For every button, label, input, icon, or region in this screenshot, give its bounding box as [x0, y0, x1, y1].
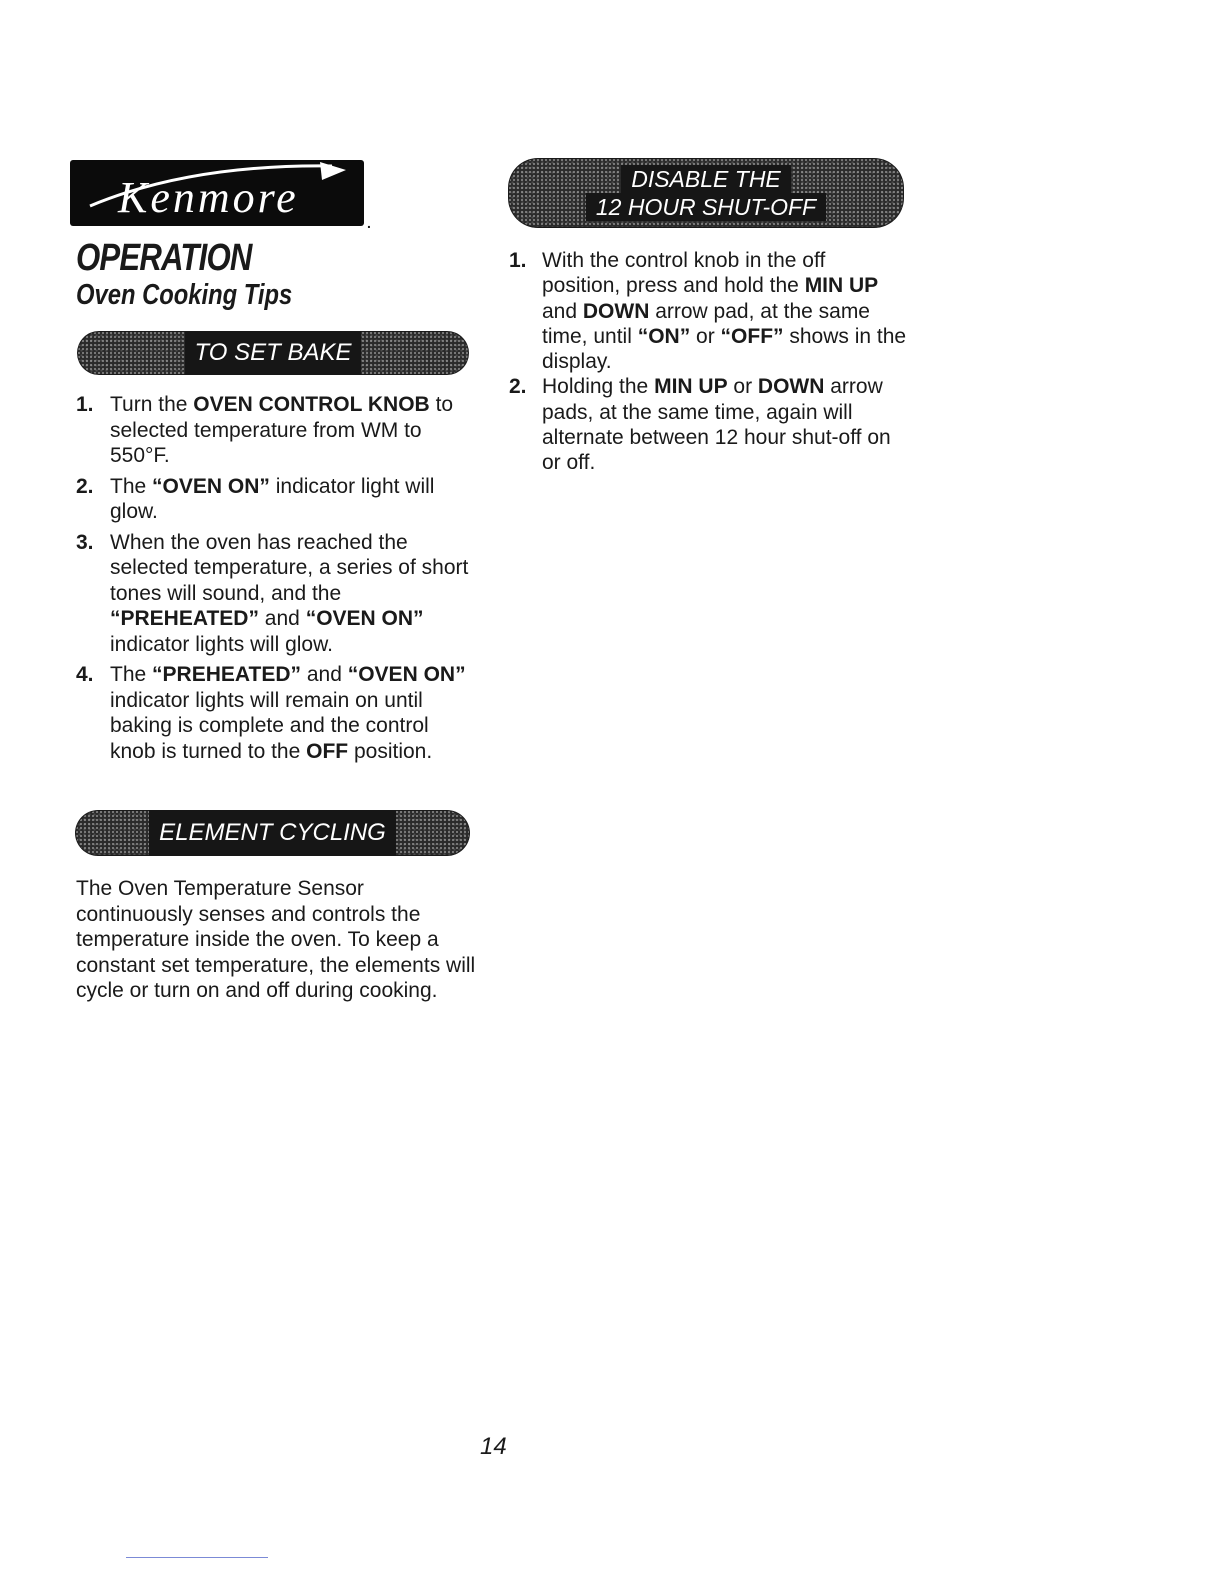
list-item: [509, 374, 909, 475]
step-text: The: [110, 474, 153, 498]
step-number: 4.: [76, 663, 94, 686]
banner-title: TO SET BAKE: [185, 331, 362, 375]
section-banner-element-cycling: [75, 810, 470, 856]
step-text: indicator light will glow.: [110, 474, 435, 523]
step-text: and: [542, 299, 583, 323]
step-text: arrow pad, at the same time, until: [542, 299, 870, 348]
kenmore-logo: [70, 160, 364, 226]
section-banner-set-bake: [77, 331, 469, 375]
step-text: position.: [348, 739, 433, 763]
step-emphasis: “OVEN ON”: [305, 607, 424, 630]
step-text: When the oven has reached the selected temperature, a series of short tones will sound, and the: [110, 530, 469, 605]
step-text: and: [301, 663, 348, 686]
banner-title-line1: DISABLE THE: [621, 165, 791, 193]
step-text: Holding the: [542, 375, 655, 399]
step-text: or: [690, 324, 721, 348]
step-text: indicator lights will glow.: [110, 632, 333, 656]
banner-title: ELEMENT CYCLING: [149, 810, 396, 856]
logo-mark: .: [367, 215, 371, 231]
step-emphasis: MIN UP: [654, 375, 728, 399]
step-text: arrow pads, at the same time, again will alternate between 12 hour shut-off on or off.: [542, 375, 891, 475]
footer-divider: [126, 1557, 268, 1558]
step-text: The: [110, 663, 153, 686]
step-text: indicator lights will remain on until baking is complete and the control knob is turned to the: [110, 688, 429, 763]
list-item: [76, 530, 476, 658]
step-text: or: [727, 375, 758, 399]
step-emphasis: OFF: [306, 739, 349, 763]
step-text: shows in the display.: [542, 324, 907, 374]
page-subtitle: Oven Cooking Tips: [76, 279, 293, 311]
step-number: 2.: [76, 474, 94, 498]
page-number: 14: [480, 1433, 507, 1460]
step-emphasis: OVEN CONTROL KNOB: [193, 393, 430, 416]
step-emphasis: “OVEN ON”: [152, 474, 270, 498]
list-item: [509, 248, 909, 374]
step-emphasis: “OVEN ON”: [347, 663, 466, 686]
banner-title-line2: 12 HOUR SHUT-OFF: [586, 193, 826, 221]
logo-text: Kenmore: [118, 173, 299, 222]
list-item: [76, 474, 476, 525]
element-cycling-text: The Oven Temperature Sensor continuously senses and controls the temperature inside the oven. To keep a constant set temperature, the elements will cycle or turn on and off during cooking.: [76, 877, 476, 1002]
step-text: and: [258, 607, 306, 630]
step-emphasis: “OFF”: [720, 324, 784, 348]
list-item: [76, 662, 476, 764]
step-number: 1.: [76, 393, 94, 416]
step-emphasis: “ON”: [637, 324, 691, 348]
disable-shutoff-steps: [509, 248, 909, 476]
step-number: 1.: [509, 249, 527, 272]
step-emphasis: “PREHEATED”: [110, 607, 259, 630]
step-number: 2.: [509, 375, 527, 399]
step-text: Turn the: [110, 393, 194, 416]
step-emphasis: “PREHEATED”: [152, 663, 301, 686]
page-title: OPERATION: [76, 237, 252, 279]
step-emphasis: DOWN: [757, 375, 825, 399]
step-text: With the control knob in the off position, press and hold the: [542, 249, 826, 298]
step-text: to selected temperature from WM to 550°F.: [110, 393, 454, 467]
section-banner-disable-shutoff: [508, 158, 904, 228]
list-item: [76, 392, 476, 469]
step-number: 3.: [76, 530, 94, 554]
set-bake-steps: [76, 392, 476, 769]
step-emphasis: DOWN: [582, 299, 650, 323]
step-emphasis: MIN UP: [804, 274, 879, 298]
